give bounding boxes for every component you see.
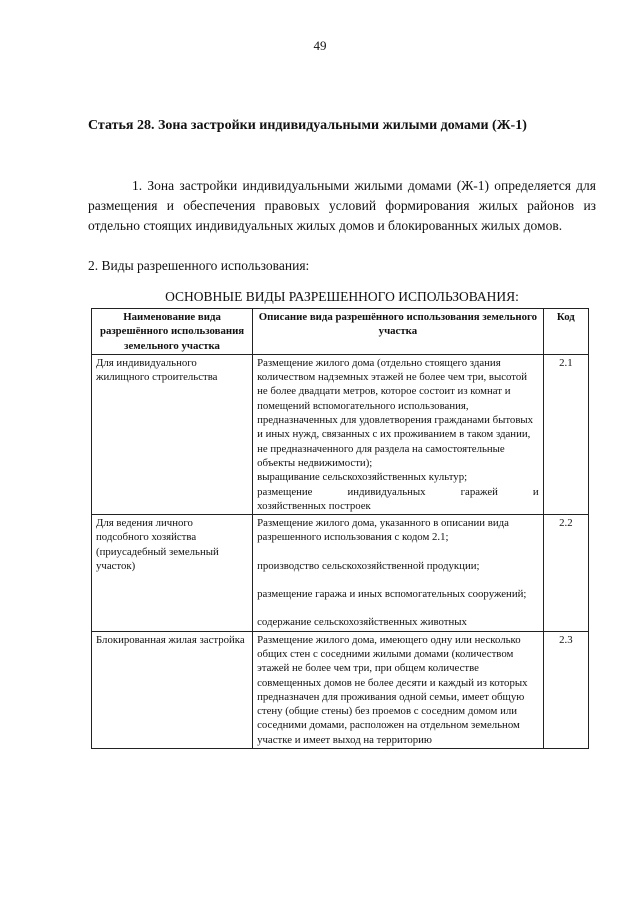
table-row [92, 354, 589, 514]
table-row [92, 515, 589, 631]
description-line: Размещение жилого дома, указанного в описании вида разрешенного использования с кодом 2.1; [257, 517, 509, 544]
table-caption: ОСНОВНЫЕ ВИДЫ РАЗРЕШЕННОГО ИСПОЛЬЗОВАНИЯ: [165, 289, 519, 304]
description-line: хозяйственных построек [257, 499, 371, 512]
article-paragraph-1: 1. Зона застройки индивидуальными жилыми домами (Ж-1) определяется для размещения и обеспечения правовых условий формирования жилых районов из отдельно стоящих индивидуальных жилых домов и блокированных жилых домов. [88, 178, 596, 233]
use-description-cell [253, 354, 544, 514]
use-description-cell [253, 631, 544, 748]
table-row [92, 631, 589, 748]
use-description-cell [253, 515, 544, 631]
use-name-cell: Для индивидуального жилищного строительства [92, 354, 253, 514]
article-title: Статья 28. Зона застройки индивидуальными жилыми домами (Ж-1) [88, 118, 527, 133]
description-line: содержание сельскохозяйственных животных [257, 616, 467, 629]
description-line: Размещение жилого дома, имеющего одну или несколько общих стен с соседними жилыми домами (количеством этажей не более чем три, при общем количестве совмещенных домов не более десяти и каждый из которых предназначен для проживания одной семьи, имеет общую стену (общие стены) без проемов с соседним домом или соседними домами, расположен на отдельном земельном участке и имеет выход на территорию [257, 633, 528, 746]
article-paragraph-2: 2. Виды разрешенного использования: [88, 258, 310, 273]
header-use-name: Наименование вида разрешённого использования земельного участка [92, 309, 253, 355]
use-code-cell: 2.1 [543, 354, 588, 514]
header-use-description: Описание вида разрешённого использования земельного участка [253, 309, 544, 355]
permitted-uses-table [91, 308, 589, 749]
table-header-row [92, 309, 589, 355]
description-line: размещение индивидуальных гаражей и [257, 485, 539, 498]
use-code-cell: 2.2 [543, 515, 588, 631]
description-line: выращивание сельскохозяйственных культур; [257, 471, 468, 484]
use-name-cell: Для ведения личного подсобного хозяйства (приусадебный земельный участок) [92, 515, 253, 631]
use-name-cell: Блокированная жилая застройка [92, 631, 253, 748]
use-code-cell: 2.3 [543, 631, 588, 748]
header-code: Код [543, 309, 588, 355]
page-number: 49 [313, 38, 327, 53]
description-line: производство сельскохозяйственной продукции; [257, 559, 480, 572]
description-line: Размещение жилого дома (отдельно стоящего здания количеством надземных этажей не более чем три, высотой не более двадцати метров, которое состоит из комнат и помещений вспомогательного использования, предназначенных для удовлетворения гражданами бытовых и иных нужд, связанных с их проживанием в таком здании, не предназначенного для раздела на самостоятельные объекты недвижимости); [257, 356, 534, 469]
description-line: размещение гаража и иных вспомогательных сооружений; [257, 588, 527, 601]
